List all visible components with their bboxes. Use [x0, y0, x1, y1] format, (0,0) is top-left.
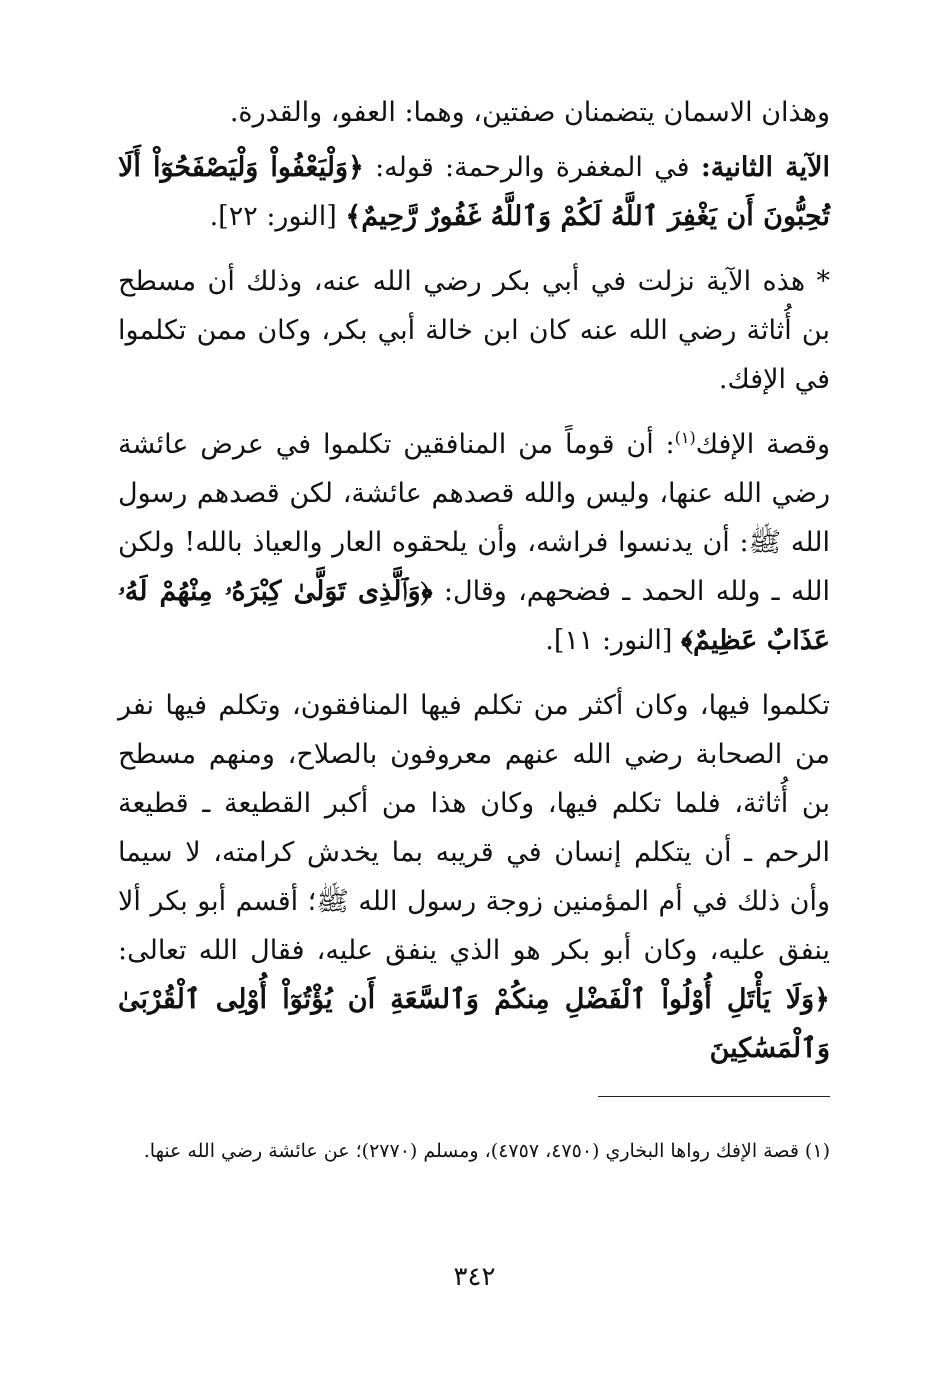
page-body — [118, 88, 830, 1089]
verse-reference: [النور: ٢٢]. — [209, 201, 346, 232]
quran-verse: ﴿وَٱلَّذِى تَوَلَّىٰ كِبْرَهُۥ مِنْهُمْ لَهُۥ عَذَابٌ عَظِيمٌ﴾ — [118, 576, 830, 656]
paragraph-5-text: تكلموا فيها، وكان أكثر من تكلم فيها المنافقون، وتكلم فيها نفر من الصحابة رضي الله عنهم معروفون بالصلاح، ومنهم مسطح بن أُثاثة، فلما تكلم فيها، وكان هذا من أكبر القطيعة ـ قطيعة الرحم ـ أن يتكلم إنسان في قريبه بما يخدش كرامته، لا سيما وأن ذلك في أم المؤمنين زوجة رسول الله ﷺ؛ أقسم أبو بكر ألا ينفق عليه، وكان أبو بكر هو الذي ينفق عليه، فقال الله تعالى: — [118, 690, 830, 966]
paragraph-4-text: : أن قوماً من المنافقين تكلموا في عرض عائشة رضي الله عنها، وليس والله قصدهم عائشة، لكن قصدهم رسول الله ﷺ: أن يدنسوا فراشه، وأن يلحقوه العار والعياذ بالله! ولكن الله ـ ولله الحمد ـ فضحهم، وقال: — [118, 429, 831, 607]
paragraph-2 — [118, 143, 830, 241]
footnote-reference[interactable]: (١) — [674, 428, 696, 447]
paragraph-3-text: * هذه الآية نزلت في أبي بكر رضي الله عنه، وذلك أن مسطح بن أُثاثة رضي الله عنه كان ابن خالة أبي بكر، وكان ممن تكلموا في الإفك. — [118, 266, 830, 395]
paragraph-4-start: وقصة الإفك — [695, 429, 830, 460]
footnote: (١) قصة الإفك رواها البخاري (٤٧٥٠، ٤٧٥٧)، ومسلم (٢٧٧٠)؛ عن عائشة رضي الله عنها. — [143, 1140, 830, 1162]
footnote-separator — [598, 1096, 830, 1097]
paragraph-1-text: وهذان الاسمان يتضمنان صفتين، وهما: العفو، والقدرة. — [229, 97, 830, 128]
quran-verse: ﴿وَلْيَعْفُواْ وَلْيَصْفَحُوٓاْ أَلَا تُحِبُّونَ أَن يَغْفِرَ ٱللَّهُ لَكُمْ وَٱللَّهُ غَفُورٌ رَّحِيمٌ﴾ — [118, 152, 830, 232]
paragraph-3 — [118, 257, 830, 404]
verse-reference: [النور: ١١]. — [545, 625, 682, 656]
paragraph-4 — [118, 420, 830, 665]
paragraph-5 — [118, 681, 830, 1073]
paragraph-1 — [118, 88, 830, 137]
page-number: ٣٤٢ — [453, 1262, 496, 1292]
section-heading: الآية الثانية: — [700, 152, 831, 183]
paragraph-2-text: في المغفرة والرحمة: قوله: — [363, 152, 701, 183]
quran-verse: ﴿وَلَا يَأْتَلِ أُوْلُواْ ٱلْفَضْلِ مِنكُمْ وَٱلسَّعَةِ أَن يُؤْتُوٓاْ أُوْلِى ٱلْقُرْبَىٰ وَٱلْمَسَٰكِينَ — [118, 984, 830, 1064]
